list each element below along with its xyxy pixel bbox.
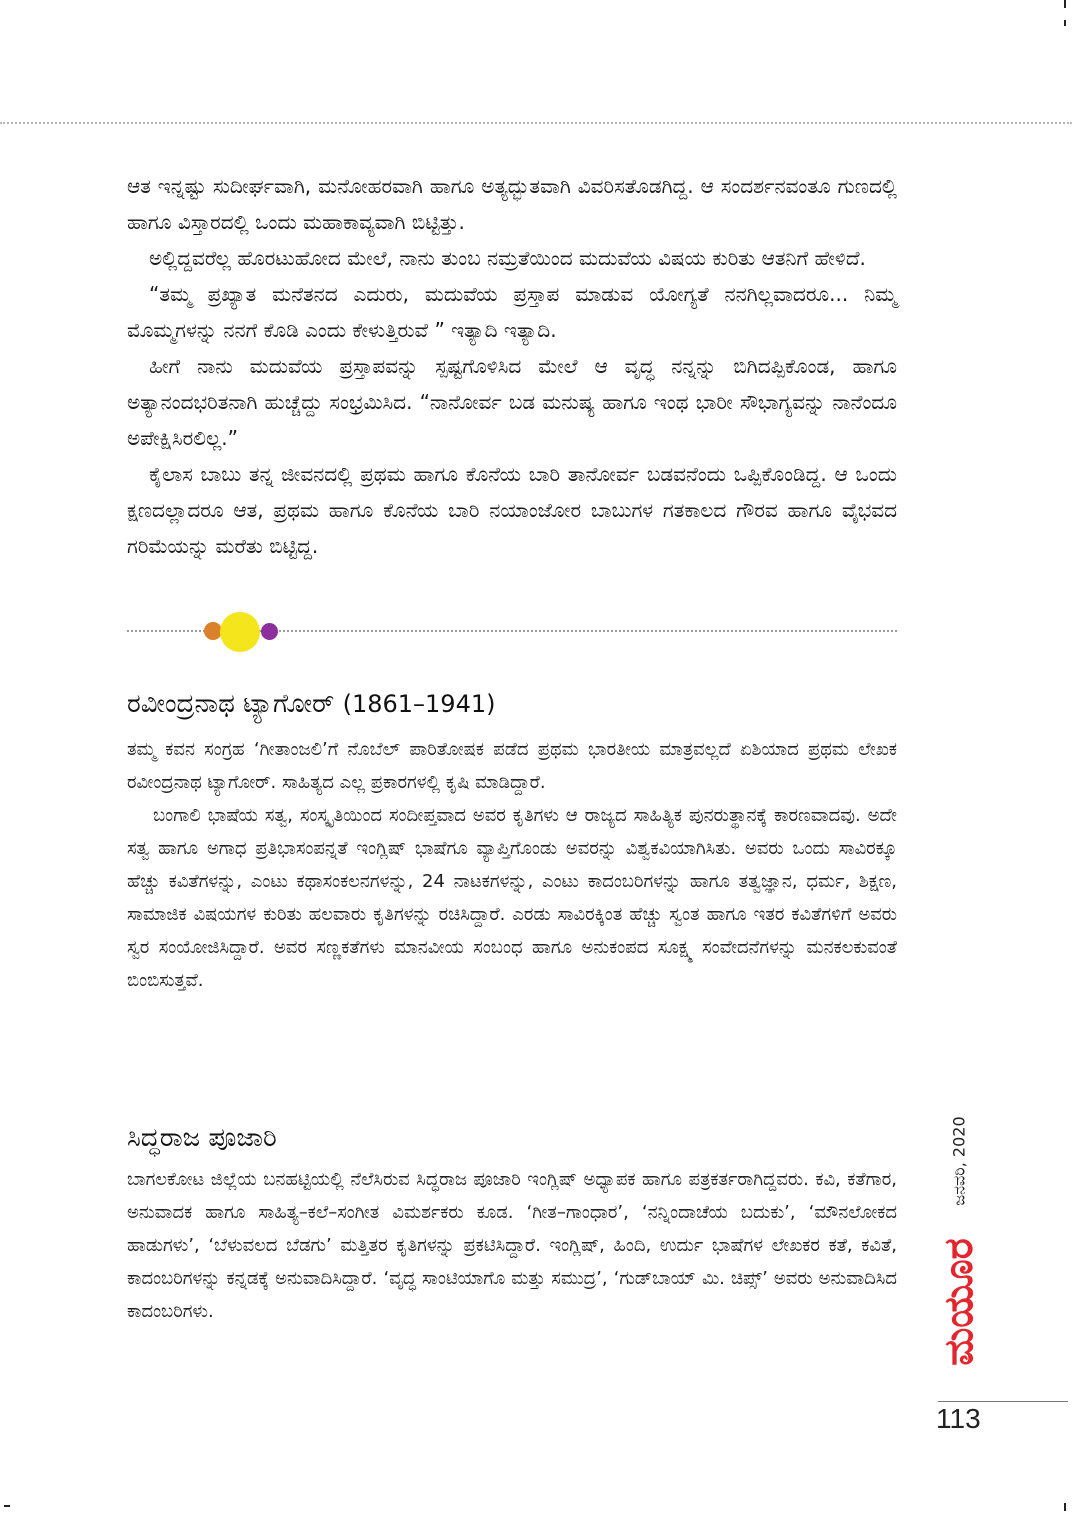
story-paragraph: “ತಮ್ಮ ಪ್ರಖ್ಯಾತ ಮನೆತನದ ಎದುರು, ಮದುವೆಯ ಪ್ರಸ್ತಾಪ ಮಾಡುವ ಯೋಗ್ಯತೆ ನನಗಿಲ್ಲವಾದರೂ... ನಿಮ್ಮ ಮೊಮ್ಮಗಳನ್ನು ನನಗೆ ಕೊಡಿ ಎಂದು ಕೇಳುತ್ತಿರುವೆ ” ಇತ್ಯಾದಿ ಇತ್ಯಾದಿ. [127,282,897,342]
magazine-logo-text: ಮಯೂರ [936,1238,982,1366]
issue-date-text: ಜನವರಿ, 2020 [950,1116,970,1206]
translator-bio-heading [127,1120,277,1156]
author-bio-heading [127,686,495,722]
crop-mark [4,1505,10,1507]
top-dotted-rule [0,122,1072,124]
author-name: ರವೀಂದ್ರನಾಥ ಟ್ಯಾಗೋರ್ [127,689,335,719]
story-paragraph: ಹೀಗೆ ನಾನು ಮದುವೆಯ ಪ್ರಸ್ತಾಪವನ್ನು ಸ್ಪಷ್ಟಗೊಳಿಸಿದ ಮೇಲೆ ಆ ವೃದ್ಧ ನನ್ನನ್ನು ಬಿಗಿದಪ್ಪಿಕೊಂಡ, ಹಾಗೂ ಅತ್ಯಾನಂದಭರಿತನಾಗಿ ಹುಚ್ಚೆದ್ದು ಸಂಭ್ರಮಿಸಿದ. “ನಾನೋರ್ವ ಬಡ ಮನುಷ್ಯ ಹಾಗೂ ಇಂಥ ಭಾರೀ ಸೌಭಾಗ್ಯವನ್ನು ನಾನೆಂದೂ ಅಪೇಕ್ಷಿಸಿರಲಿಲ್ಲ.” [127,354,897,450]
translator-bio [127,1163,897,1328]
issue-date [942,1100,978,1222]
author-years: (1861–1941) [342,690,496,718]
translator-bio-paragraph: ಬಾಗಲಕೋಟ ಜಿಲ್ಲೆಯ ಬನಹಟ್ಟಿಯಲ್ಲಿ ನೆಲೆಸಿರುವ ಸಿದ್ಧರಾಜ ಪೂಜಾರಿ ಇಂಗ್ಲಿಷ್ ಅಧ್ಯಾಪಕ ಹಾಗೂ ಪತ್ರಕರ್ತರಾಗಿದ್ದವರು. ಕವಿ, ಕತೆಗಾರ, ಅನುವಾದಕ ಹಾಗೂ ಸಾಹಿತ್ಯ–ಕಲೆ–ಸಂಗೀತ ವಿಮರ್ಶಕರು ಕೂಡ. ‘ಗೀತ–ಗಾಂಧಾರ’, ‘ನನ್ನಿಂದಾಚೆಯ ಬದುಕು’, ‘ಮೌನಲೋಕದ ಹಾಡುಗಳು’, ‘ಬೆಳುವಲದ ಬೆಡಗು’ ಮತ್ತಿತರ ಕೃತಿಗಳನ್ನು ಪ್ರಕಟಿಸಿದ್ದಾರೆ. ಇಂಗ್ಲಿಷ್, ಹಿಂದಿ, ಉರ್ದು ಭಾಷೆಗಳ ಲೇಖಕರ ಕತೆ, ಕವಿತೆ, ಕಾದಂಬರಿಗಳನ್ನು ಕನ್ನಡಕ್ಕೆ ಅನುವಾದಿಸಿದ್ದಾರೆ. ‘ವೃದ್ಧ ಸಾಂಟಿಯಾಗೊ ಮತ್ತು ಸಮುದ್ರ’, ‘ಗುಡ್‌ಬಾಯ್ ಮಿ. ಚಿಪ್ಸ್’ ಅವರು ಅನುವಾದಿಸಿದ ಕಾದಂಬರಿಗಳು. [127,1169,897,1322]
story-paragraph: ಕೈಲಾಸ ಬಾಬು ತನ್ನ ಜೀವನದಲ್ಲಿ ಪ್ರಥಮ ಹಾಗೂ ಕೊನೆಯ ಬಾರಿ ತಾನೋರ್ವ ಬಡವನೆಂದು ಒಪ್ಪಿಕೊಂಡಿದ್ದ. ಆ ಒಂದು ಕ್ಷಣದಲ್ಲಾದರೂ ಆತ, ಪ್ರಥಮ ಹಾಗೂ ಕೊನೆಯ ಬಾರಿ ನಯಾಂಜೋರ ಬಾಬುಗಳ ಗತಕಾಲದ ಗೌರವ ಹಾಗೂ ವೈಭವದ ಗರಿಮೆಯನ್ನು ಮರೆತು ಬಿಟ್ಟಿದ್ದ. [127,462,897,558]
crop-mark [1064,20,1066,26]
story-paragraph: ಆತ ಇನ್ನಷ್ಟು ಸುದೀರ್ಘವಾಗಿ, ಮನೋಹರವಾಗಿ ಹಾಗೂ ಅತ್ಯದ್ಭುತವಾಗಿ ವಿವರಿಸತೊಡಗಿದ್ದ. ಆ ಸಂದರ್ಶನವಂತೂ ಗುಣದಲ್ಲಿ ಹಾಗೂ ವಿಸ್ತಾರದಲ್ಲಿ ಒಂದು ಮಹಾಕಾವ್ಯವಾಗಿ ಬಿಟ್ಟಿತ್ತು. [127,174,897,234]
yellow-dot-ornament [220,612,260,652]
story-paragraph: ಅಲ್ಲಿದ್ದವರೆಲ್ಲ ಹೊರಟುಹೋದ ಮೇಲೆ, ನಾನು ತುಂಬ ನಮ್ರತೆಯಿಂದ ಮದುವೆಯ ವಿಷಯ ಕುರಿತು ಆತನಿಗೆ ಹೇಳಿದೆ. [149,246,866,270]
magazine-logo [937,1236,981,1368]
crop-mark [1064,1503,1066,1511]
author-bio [127,733,897,997]
author-bio-paragraph: ಬಂಗಾಲಿ ಭಾಷೆಯ ಸತ್ವ, ಸಂಸ್ಕೃತಿಯಿಂದ ಸಂದೀಪ್ತವಾದ ಅವರ ಕೃತಿಗಳು ಆ ರಾಜ್ಯದ ಸಾಹಿತ್ಯಿಕ ಪುನರುತ್ಥಾನಕ್ಕೆ ಕಾರಣವಾದವು. ಅದೇ ಸತ್ವ ಹಾಗೂ ಅಗಾಧ ಪ್ರತಿಭಾಸಂಪನ್ನತೆ ಇಂಗ್ಲಿಷ್ ಭಾಷೆಗೂ ವ್ಯಾಪ್ತಿಗೊಂಡು ಅವರನ್ನು ವಿಶ್ವಕವಿಯಾಗಿಸಿತು. ಅವರು ಒಂದು ಸಾವಿರಕ್ಕೂ ಹೆಚ್ಚು ಕವಿತೆಗಳನ್ನು, ಎಂಟು ಕಥಾಸಂಕಲನಗಳನ್ನು, 24 ನಾಟಕಗಳನ್ನು, ಎಂಟು ಕಾದಂಬರಿಗಳನ್ನು ಹಾಗೂ ತತ್ವಜ್ಞಾನ, ಧರ್ಮ, ಶಿಕ್ಷಣ, ಸಾಮಾಜಿಕ ವಿಷಯಗಳ ಕುರಿತು ಹಲವಾರು ಕೃತಿಗಳನ್ನು ರಚಿಸಿದ್ದಾರೆ. ಎರಡು ಸಾವಿರಕ್ಕಿಂತ ಹೆಚ್ಚು ಸ್ವಂತ ಹಾಗೂ ಇತರ ಕವಿತೆಗಳಿಗೆ ಅವರು ಸ್ವರ ಸಂಯೋಜಿಸಿದ್ದಾರೆ. ಅವರ ಸಣ್ಣಕತೆಗಳು ಮಾನವೀಯ ಸಂಬಂಧ ಹಾಗೂ ಅನುಕಂಪದ ಸೂಕ್ಷ್ಮ ಸಂವೇದನೆಗಳನ್ನು ಮನಕಲಕುವಂತೆ ಬಿಂಬಿಸುತ್ತವೆ. [127,805,897,991]
author-bio-paragraph: ತಮ್ಮ ಕವನ ಸಂಗ್ರಹ ‘ಗೀತಾಂಜಲಿ’ಗೆ ನೊಬೆಲ್ ಪಾರಿತೋಷಕ ಪಡೆದ ಪ್ರಥಮ ಭಾರತೀಯ ಮಾತ್ರವಲ್ಲದೆ ಏಶಿಯಾದ ಪ್ರಥಮ ಲೇಖಕ ರವೀಂದ್ರನಾಥ ಟ್ಯಾಗೋರ್. ಸಾಹಿತ್ಯದ ಎಲ್ಲ ಪ್ರಕಾರಗಳಲ್ಲಿ ಕೃಷಿ ಮಾಡಿದ್ದಾರೆ. [127,739,897,793]
translator-name: ಸಿದ್ಧರಾಜ ಪೂಜಾರಿ [127,1123,277,1153]
page-number: 113 [936,1403,981,1434]
story-continuation [127,168,897,564]
purple-dot-ornament [261,623,278,640]
crop-mark [1064,0,1066,8]
